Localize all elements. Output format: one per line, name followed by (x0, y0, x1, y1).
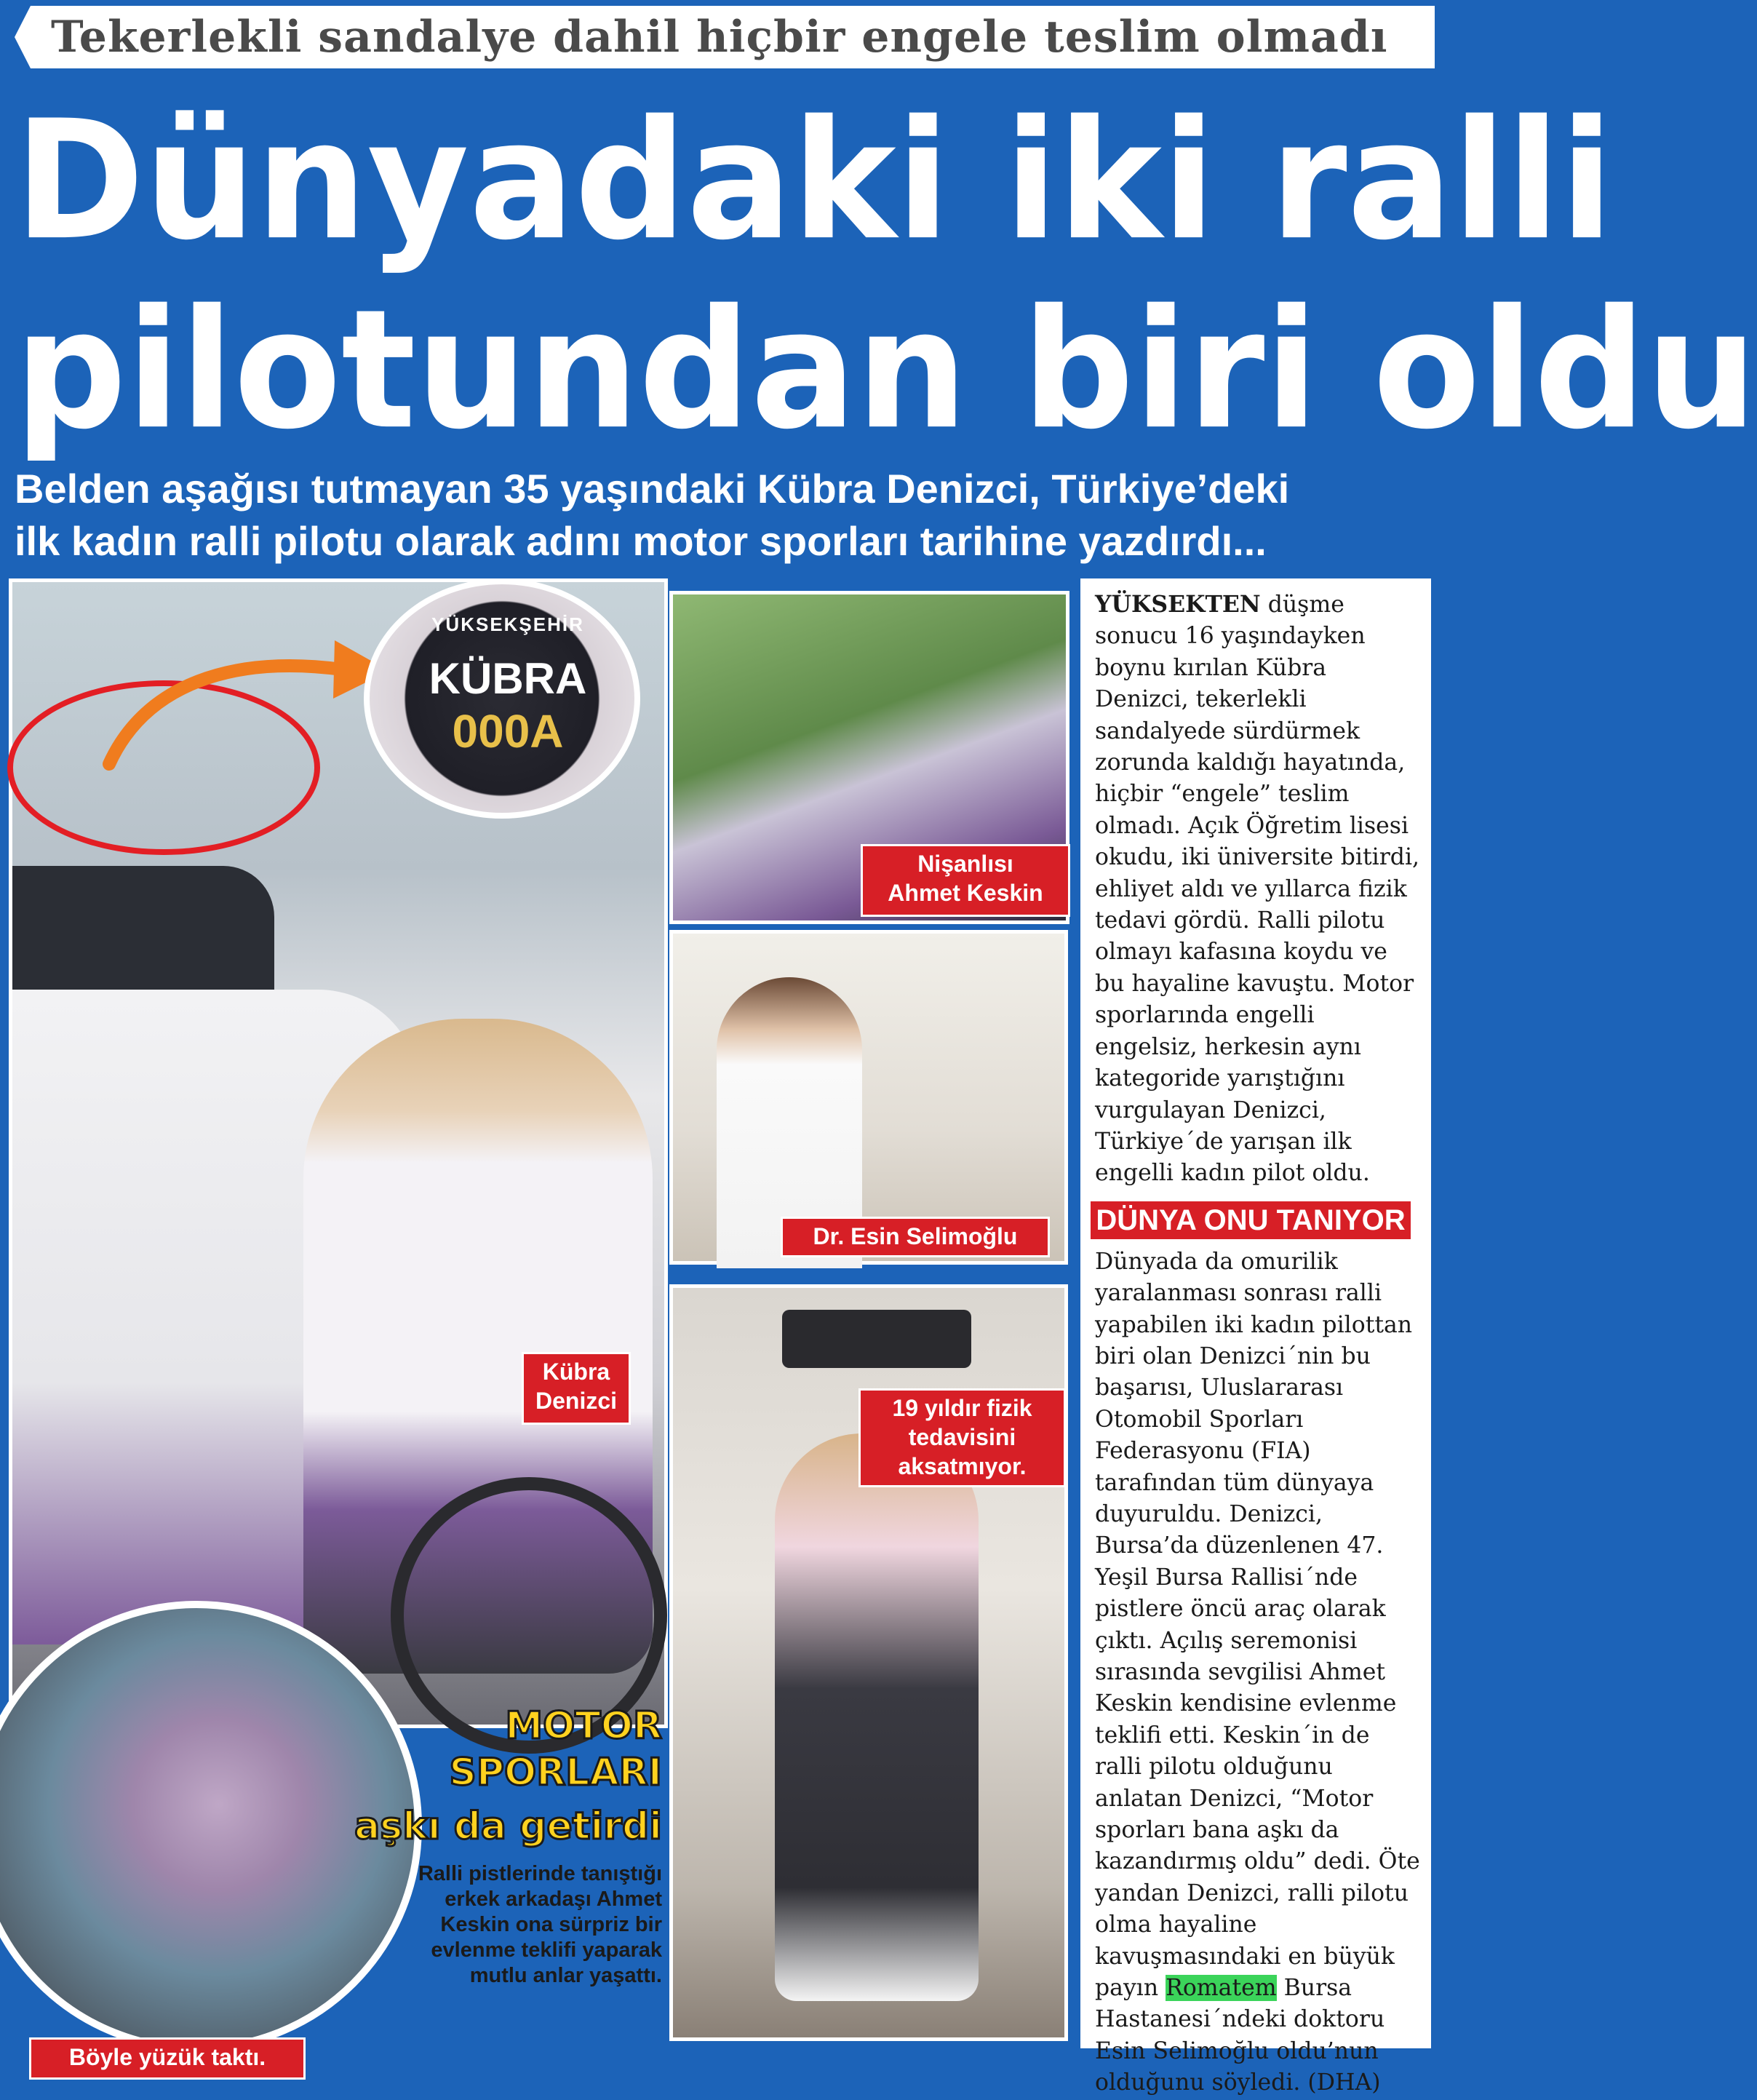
caption-fiance-line-1: Nişanlısı (917, 851, 1013, 877)
deck-line-1: Belden aşağısı tutmayan 35 yaşındaki Kübra Denizci, Türkiye’deki (15, 466, 1290, 512)
caption-kubra-line-2: Denizci (535, 1388, 618, 1414)
caption-doctor: Dr. Esin Selimoğlu (781, 1217, 1050, 1257)
headline-line-1: Dünyadaki iki ralli (15, 84, 1614, 277)
caption-therapy-line-1: 19 yıldır fizik (892, 1395, 1032, 1421)
photo-doctor (669, 930, 1068, 1265)
caption-kubra (522, 1352, 631, 1425)
inset-car-name-closeup (364, 578, 640, 819)
inset-number-text: 000A (452, 705, 564, 757)
article-lead-word: YÜKSEKTEN (1095, 591, 1261, 618)
caption-therapy-line-2: tedavisini (908, 1424, 1016, 1450)
motor-box-title (320, 1703, 662, 1796)
caption-therapy-line-3: aksatmıyor. (898, 1453, 1027, 1479)
motor-box-title-line-2: SPORLARI (449, 1751, 662, 1794)
motor-box-subtitle: aşkı da getirdi (354, 1805, 662, 1848)
motor-box-body: Ralli pistlerinde tanıştığı erkek arkadaşı Ahmet Keskin ona sürpriz bir evlenme teklifi yaparak mutlu anlar yaşattı. (418, 1862, 662, 1987)
headline-line-2: pilotundan biri oldu (15, 274, 1757, 466)
article-column (1080, 578, 1431, 2096)
article-paragraph-1-text: düşme sonucu 16 yaşındayken boynu kırılan Kübra Denizci, tekerlekli sandalyede sürdürmek zorunda kaldığı hayatında, hiçbir “engele” teslim olmadı. Açık Öğretim lisesi okudu, iki üniversite bitirdi, ehliyet aldı ve yıllarca fizik tedavi gördü. Ralli pilotu olmayı kafasına koydu ve bu hayaline kavuştu. Motor sporlarında engelli engelsiz, herkesin aynı kategoride yarıştığını vurgulayan Denizci, Türkiye´de yarışan ilk engelli kadın pilot oldu. (1095, 592, 1420, 1187)
article-highlight-romatem: Romatem (1166, 1975, 1277, 2002)
caption-kubra-line-1: Kübra (542, 1359, 610, 1385)
caption-therapy (858, 1388, 1066, 1487)
therapy-patient-shape (775, 1433, 979, 2001)
motor-box-title-line-1: MOTOR (505, 1704, 662, 1748)
caption-ring: Böyle yüzük taktı. (29, 2037, 306, 2080)
article-paragraph-2 (1095, 1246, 1421, 2099)
kicker-text: Tekerlekli sandalye dahil hiçbir engele teslim olmadı (51, 12, 1388, 63)
article-paragraph-2-end: Bursa Hastanesi´ndeki doktoru Esin Selimoğlu oldu’nun olduğunu söyledi. (DHA) (1095, 1975, 1385, 2096)
caption-fiance-line-2: Ahmet Keskin (888, 880, 1043, 906)
article-paragraph-1 (1095, 589, 1421, 1190)
article-paragraph-2-text: Dünyada da omurilik yaralanması sonrası ralli yapabilen iki kadın pilottan biri olan Denizci´nin bu başarısı, Uluslararası Otomobil Sporları Federasyonu (FIA) tarafından tüm dünyaya duyuruldu. Denizci, Bursa’da düzenlenen 47. Yeşil Bursa Rallisi´nde pistlere öncü araç olarak çıktı. Açılış seremonisi sırasında sevgilisi Ahmet Keskin kendisine evlenme teklifi etti. Keskin´in de ralli pilotu olduğunu anlatan Denizci, “Motor sporları bana aşkı da kazandırmış oldu” dedi. Öte yandan Denizci, ralli pilotu olma hayaline kavuşmasındaki en büyük payın (1095, 1248, 1420, 2002)
inset-name-text: KÜBRA (429, 654, 587, 703)
caption-fiance (861, 844, 1070, 917)
deck-line-2: ilk kadın ralli pilotu olarak adını motor sporları tarihine yazdırdı... (15, 518, 1267, 564)
therapy-frame-shape (782, 1310, 971, 1368)
inset-sponsor-text: YÜKSEKŞEHİR (431, 613, 584, 635)
article-subhead: DÜNYA ONU TANIYOR (1091, 1201, 1411, 1239)
orange-arrow-icon (102, 626, 393, 771)
